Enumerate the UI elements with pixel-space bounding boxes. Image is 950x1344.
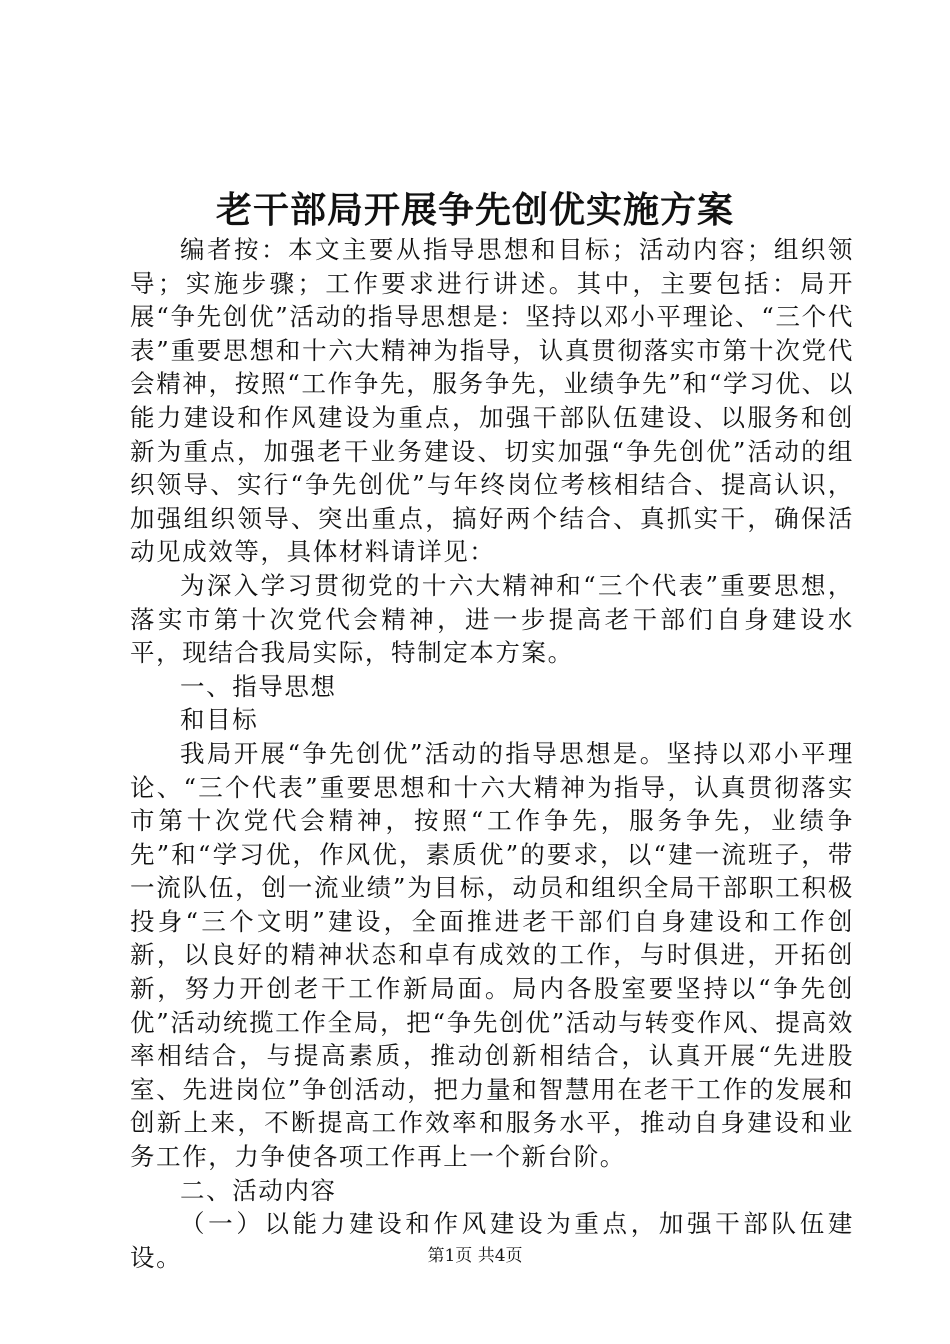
intro-paragraph: 为深入学习贯彻党的十六大精神和“三个代表”重要思想，落实市第十次党代会精神，进一步提高老干部们自身建设水平，现结合我局实际，特制定本方案。 bbox=[130, 570, 854, 668]
section-heading-guiding-thought: 一、指导思想 bbox=[180, 671, 337, 701]
activity-item-1: （一）以能力建设和作风建设为重点，加强干部队伍建设。 bbox=[130, 1209, 854, 1272]
section-heading-goals: 和目标 bbox=[180, 705, 259, 735]
document-body bbox=[130, 233, 854, 1274]
guiding-thought-paragraph: 我局开展“争先创优”活动的指导思想是。坚持以邓小平理论、“三个代表”重要思想和十六大精神为指导，认真贯彻落实市第十次党代会精神，按照“工作争先，服务争先，业绩争先”和“学习优，作风优，素质优”的要求，以“建一流班子，带一流队伍，创一流业绩”为目标，动员和组织全局干部职工积极投身“三个文明”建设，全面推进老干部们自身建设和工作创新，以良好的精神状态和卓有成效的工作，与时俱进，开拓创新，努力开创老干工作新局面。局内各股室要坚持以“争先创优”活动统揽工作全局，把“争先创优”活动与转变作风、提高效率相结合，与提高素质，推动创新相结合，认真开展“先进股室、先进岗位”争创活动，把力量和智慧用在老干工作的发展和创新上来，不断提高工作效率和服务水平，推动自身建设和业务工作，力争使各项工作再上一个新台阶。 bbox=[130, 738, 854, 1172]
page-number-footer: 第1页 共4页 bbox=[427, 1246, 523, 1266]
section-heading-activities: 二、活动内容 bbox=[180, 1175, 337, 1205]
editor-note-paragraph: 编者按：本文主要从指导思想和目标；活动内容；组织领导；实施步骤；工作要求进行讲述。其中，主要包括：局开展“争先创优”活动的指导思想是：坚持以邓小平理论、“三个代表”重要思想和十六大精神为指导，认真贯彻落实市第十次党代会精神，按照“工作争先，服务争先，业绩争先”和“学习优、以能力建设和作风建设为重点，加强干部队伍建设、以服务和创新为重点，加强老干业务建设、切实加强“争先创优”活动的组织领导、实行“争先创优”与年终岗位考核相结合、提高认识，加强组织领导、突出重点，搞好两个结合、真抓实干，确保活动见成效等，具体材料请详见： bbox=[130, 235, 854, 567]
document-title: 老干部局开展争先创优实施方案 bbox=[215, 189, 734, 231]
